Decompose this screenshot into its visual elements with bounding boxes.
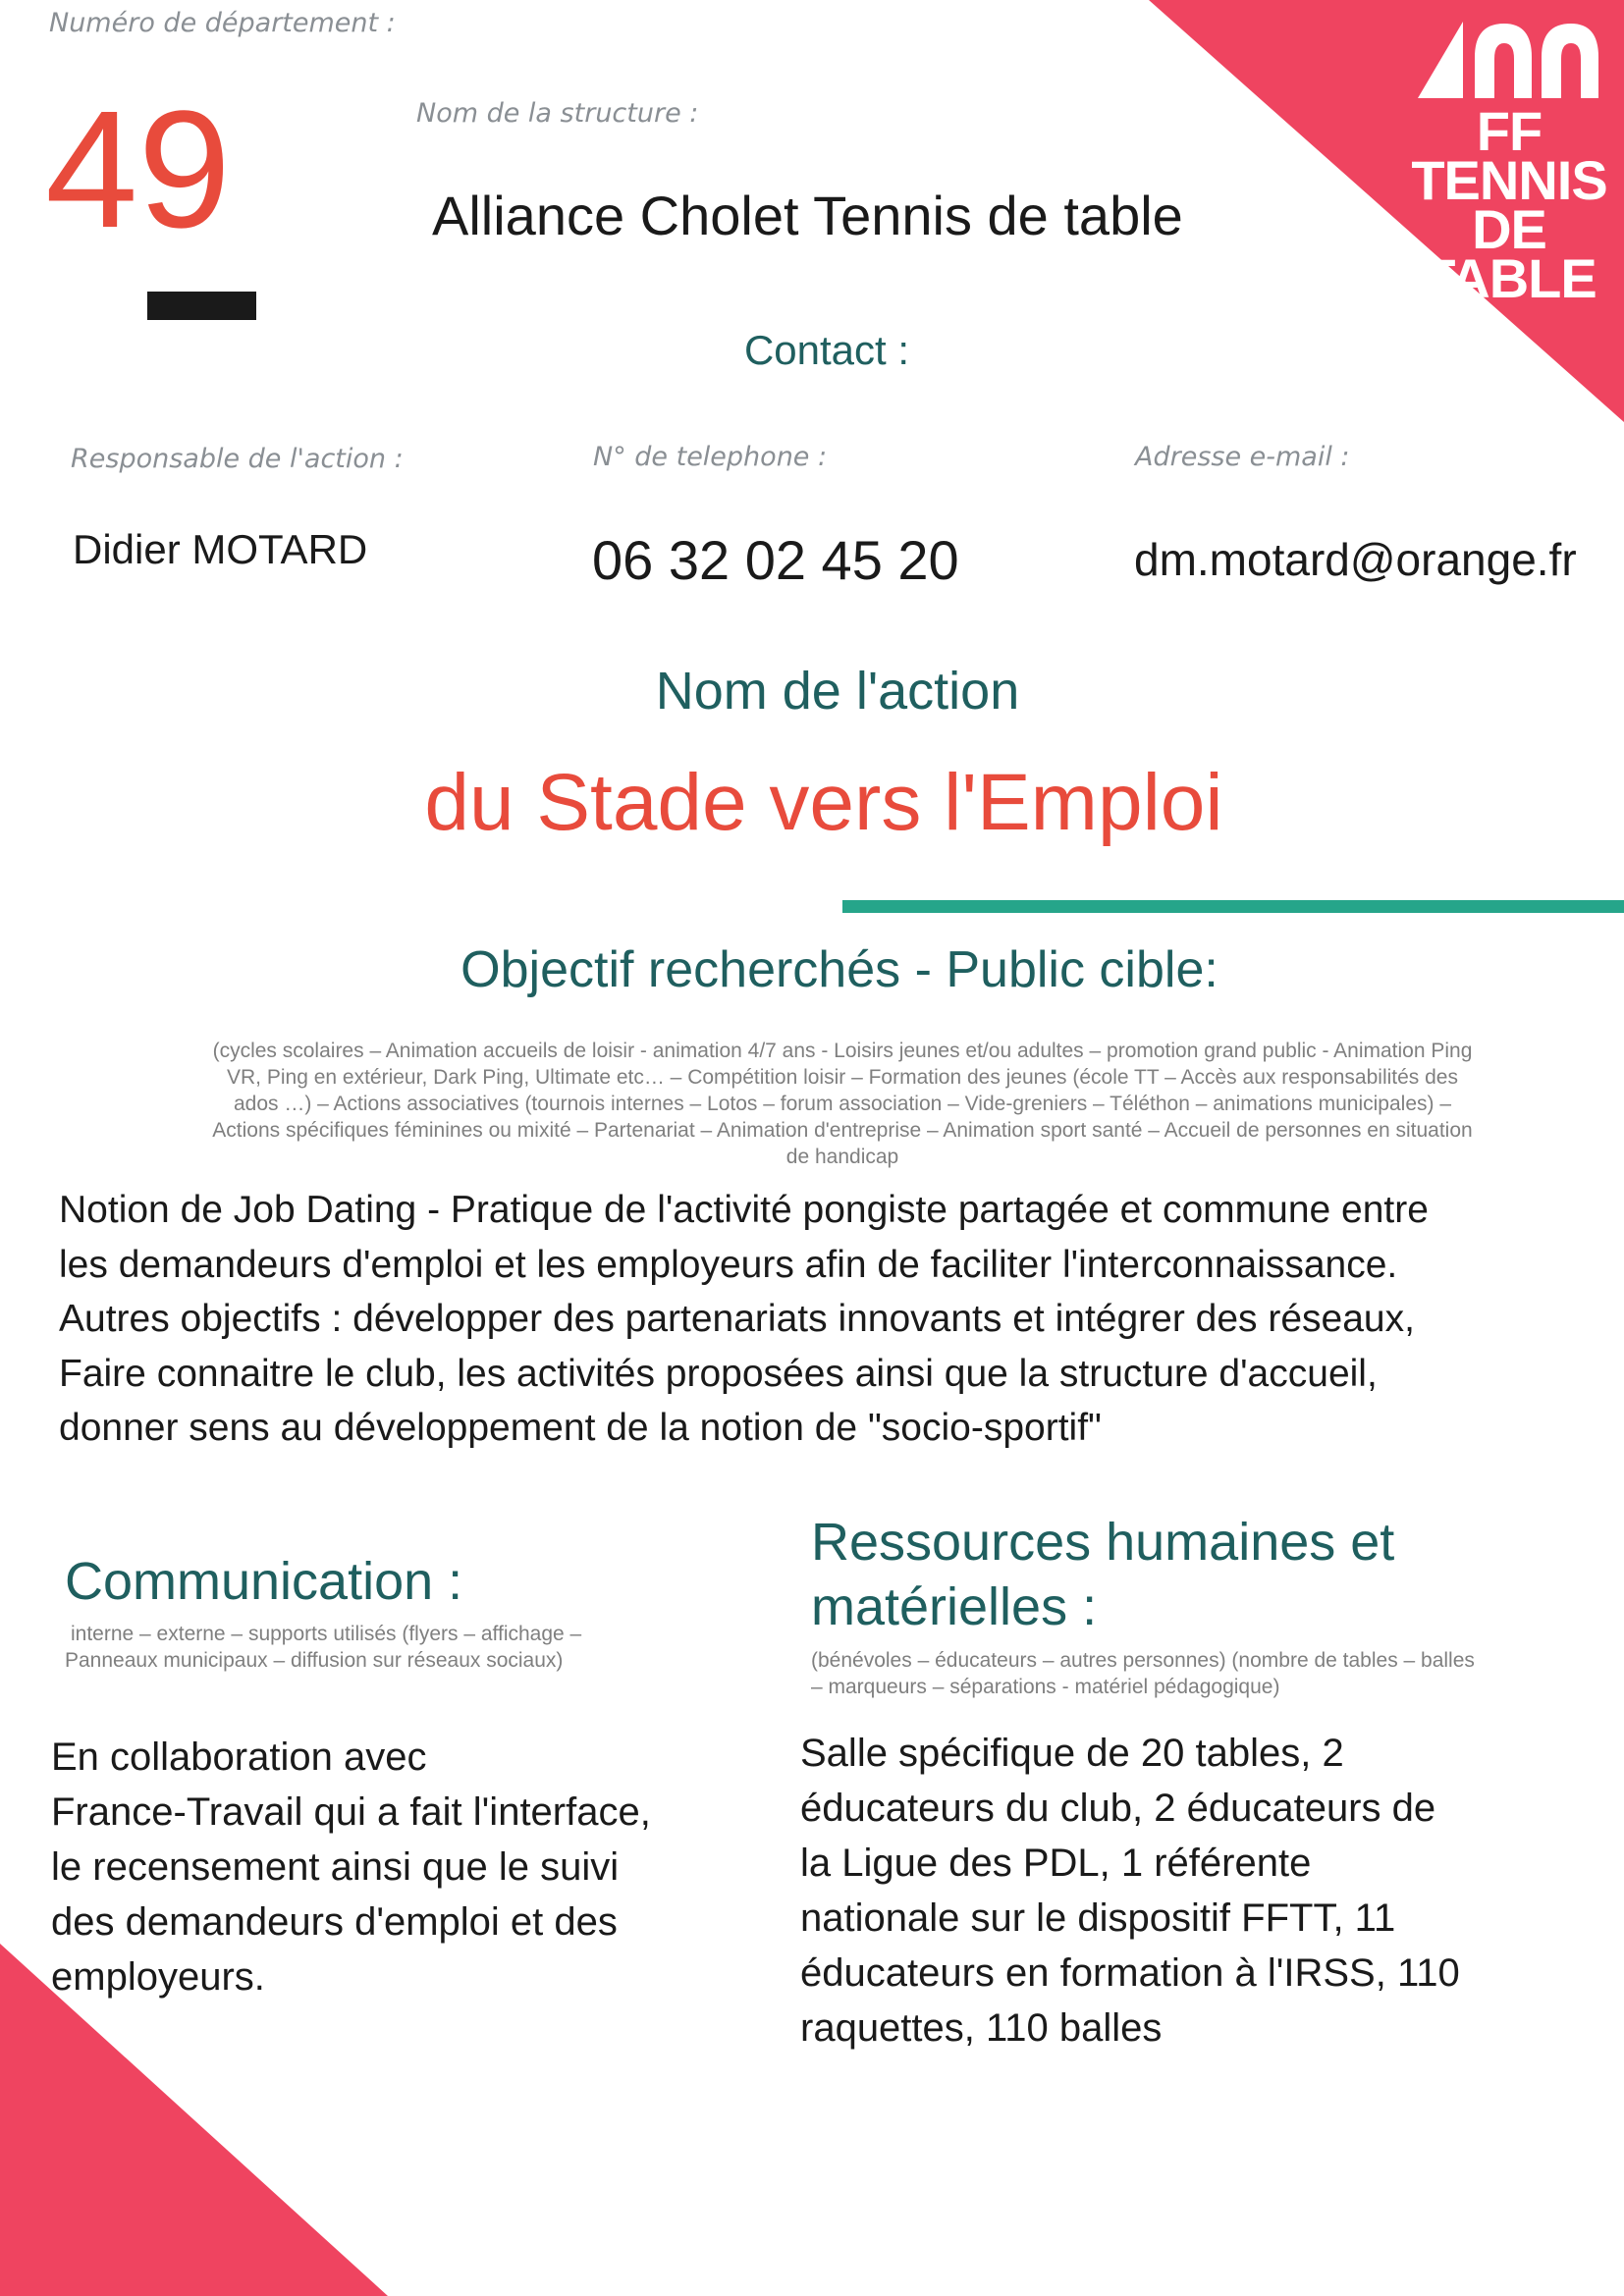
resources-body-line: raquettes, 110 balles — [800, 2006, 1163, 2050]
resources-hint — [811, 1647, 1557, 1700]
responsible-value: Didier MOTARD — [73, 526, 368, 572]
resources-hint-line: – marqueurs – séparations - matériel pédagogique) — [811, 1676, 1280, 1698]
structure-name: Alliance Cholet Tennis de table — [432, 185, 1183, 246]
resources-body-line: la Ligue des PDL, 1 référente — [800, 1842, 1312, 1885]
contact-title: Contact : — [743, 327, 910, 373]
resources-body-line: nationale sur le dispositif FFTT, 11 — [800, 1896, 1396, 1940]
communication-body-line: des demandeurs d'emploi et des — [51, 1900, 618, 1944]
communication-hint-line: Panneaux municipaux – diffusion sur réseaux sociaux) — [65, 1649, 564, 1672]
action-name: du Stade vers l'Emploi — [424, 758, 1223, 847]
section-divider — [842, 900, 1624, 913]
objectives-body-line: Faire connaitre le club, les activités proposées ainsi que la structure d'accueil, — [59, 1352, 1378, 1395]
fftt-logo — [1406, 18, 1612, 309]
department-number: 49 — [45, 77, 232, 263]
communication-body-line: En collaboration avec — [51, 1735, 427, 1779]
resources-hint-line: (bénévoles – éducateurs – autres personnes) (nombre de tables – balles — [811, 1649, 1475, 1672]
resources-title — [811, 1510, 1394, 1639]
objectives-title: Objectif recherchés - Public cible: — [460, 941, 1218, 998]
resources-title-line: matérielles : — [811, 1577, 1098, 1636]
objectives-hint — [147, 1038, 1538, 1170]
resources-title-line: Ressources humaines et — [811, 1513, 1395, 1572]
communication-body — [51, 1730, 651, 2004]
objectives-body-line: les demandeurs d'emploi et les employeurs afin de faciliter l'interconnaissance. — [59, 1243, 1398, 1286]
objectives-hint-line: VR, Ping en extérieur, Dark Ping, Ultimate etc… – Compétition loisir – Formation des jeunes (école TT – Accès aux responsabilités des — [227, 1066, 1458, 1089]
resources-body — [800, 1726, 1460, 2056]
communication-hint-line: interne – externe – supports utilisés (flyers – affichage – — [71, 1623, 582, 1645]
objectives-body-line: Autres objectifs : développer des partenariats innovants et intégrer des réseaux, — [59, 1298, 1415, 1340]
communication-body-line: France-Travail qui a fait l'interface, — [51, 1790, 651, 1834]
objectives-body-line: donner sens au développement de la notion de "socio-sportif" — [59, 1407, 1102, 1449]
phone-label: N° de telephone : — [593, 442, 828, 472]
structure-label: Nom de la structure : — [416, 98, 699, 129]
communication-hint — [65, 1621, 654, 1674]
logo-text-line2: DE TABLE — [1422, 198, 1597, 309]
objectives-hint-line: ados …) – Actions associatives (tournois internes – Lotos – forum association – Vide-greniers – Téléthon – animations municipales) – — [233, 1093, 1452, 1115]
resources-body-line: éducateurs en formation à l'IRSS, 110 — [800, 1951, 1460, 1995]
department-underline — [147, 292, 256, 320]
action-label: Nom de l'action — [655, 662, 1020, 721]
objectives-hint-line: Actions spécifiques féminines ou mixité – Partenariat – Animation d'entreprise – Animation sport santé – Accueil de personnes en situation — [212, 1119, 1473, 1142]
objectives-hint-line: (cycles scolaires – Animation accueils de loisir - animation 4/7 ans - Loisirs jeunes et/ou adultes – promotion grand public - Animation Ping — [212, 1040, 1473, 1062]
communication-body-line: le recensement ainsi que le suivi — [51, 1845, 620, 1889]
communication-body-line: employeurs. — [51, 1955, 265, 1999]
email-value: dm.motard@orange.fr — [1134, 534, 1577, 585]
responsible-label: Responsable de l'action : — [71, 444, 404, 474]
communication-title: Communication : — [65, 1552, 463, 1611]
objectives-body-line: Notion de Job Dating - Pratique de l'activité pongiste partagée et commune entre — [59, 1189, 1429, 1231]
resources-body-line: éducateurs du club, 2 éducateurs de — [800, 1787, 1436, 1830]
fftt-logo-mark-icon — [1406, 18, 1612, 101]
logo-text-line1: FF TENNIS — [1411, 100, 1607, 211]
resources-body-line: Salle spécifique de 20 tables, 2 — [800, 1732, 1344, 1775]
objectives-hint-line: de handicap — [785, 1146, 899, 1168]
objectives-body — [59, 1183, 1429, 1456]
department-label: Numéro de département : — [49, 8, 396, 38]
phone-value: 06 32 02 45 20 — [592, 529, 959, 591]
email-label: Adresse e-mail : — [1135, 442, 1350, 472]
